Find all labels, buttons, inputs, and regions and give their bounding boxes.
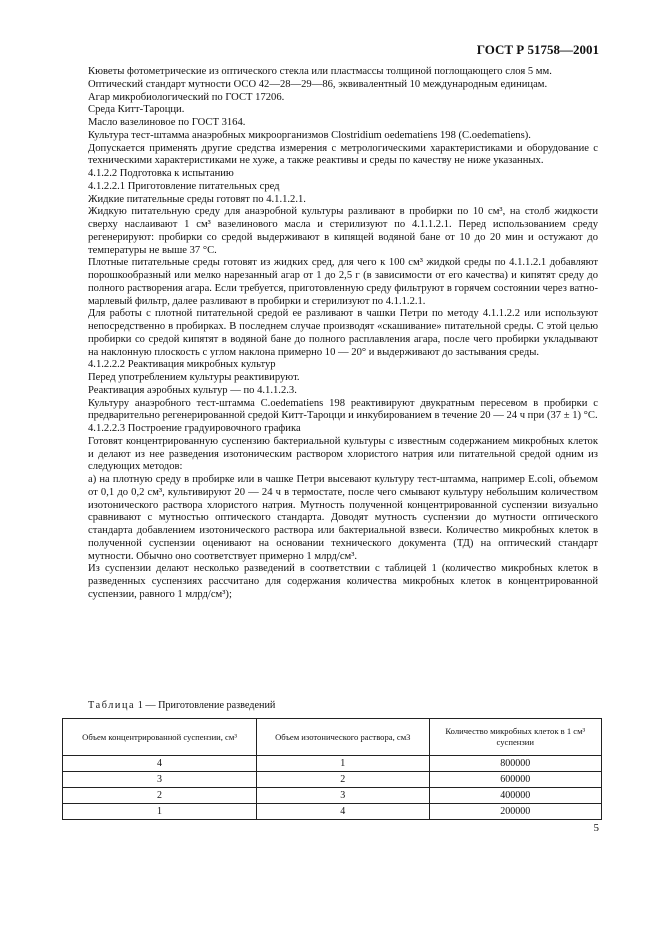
page-number: 5 <box>593 822 599 834</box>
document-code: ГОСТ Р 51758—2001 <box>476 42 599 57</box>
table-caption-label: Таблица <box>88 700 136 711</box>
paragraph: Допускается применять другие средства измерения с метрологическими характеристиками и оборудование с техническими характеристиками не хуже, а также реактивы и среды по качеству не ниже указанных. <box>88 142 598 167</box>
table-caption <box>88 700 275 711</box>
table-cell: 1 <box>63 804 257 820</box>
dilution-table <box>62 718 602 820</box>
section-heading: 4.1.2.2 Подготовка к испытанию <box>88 168 234 179</box>
document-body <box>88 66 598 602</box>
paragraph: Для работы с плотной питательной средой ее разливают в чашки Петри по методу 4.1.1.2.2 или используют непосредственно в пробирках. В последнем случае производят «скашивание» питательной среды. С этой целью пробирки со средой кипятят в водяной бане до полного расплавления агара, после чего пробирки укладывают на наклонную плоскость с углом наклона примерно 10 — 20° и выдерживают до застывания среды. <box>88 308 598 358</box>
table-cell: 600000 <box>429 772 602 788</box>
table-cell: 2 <box>63 788 257 804</box>
paragraph: Кюветы фотометрические из оптического стекла или пластмассы толщиной поглощающего слоя 5 мм. <box>88 66 552 77</box>
table-cell: 3 <box>63 772 257 788</box>
section-heading: 4.1.2.2.3 Построение градуировочного графика <box>88 423 301 434</box>
table-row <box>63 772 602 788</box>
paragraph: Перед употреблением культуры реактивируют. <box>88 372 300 383</box>
table-header-cell: Объем концентрированной суспензии, см³ <box>63 719 257 756</box>
paragraph: Жидкую питательную среду для анаэробной культуры разливают в пробирки по 10 см³, на столб жидкости сверху наслаивают 1 см³ вазелинового масла и стерилизуют по 4.1.1.2.1. Перед использованием среду регенерируют: пробирки со средой выдерживают в кипящей водяной бане от 10 до 20 мин и остужают до температуры не выше 37 °С. <box>88 206 598 256</box>
table-row <box>63 788 602 804</box>
paragraph: а) на плотную среду в пробирке или в чашке Петри высевают культуру тест-штамма, например E.coli, объемом от 0,1 до 0,2 см³, культивируют 20 — 24 ч в термостате, после чего смывают культуру небольшим количеством изотонического раствора хлористого натрия. Мутность полученной концентрированной суспензии визуально сравнивают с мутностью оптического стандарта. Доводят мутность суспензии до мутности оптического стандарта добавлением изотонического раствора или бактериальной взвеси. Количество микробных клеток в полученной суспензии оценивают на основании технического документа (ТД) на оптический стандарт мутности. Обычно оно соответствует примерно 1 млрд/см³. <box>88 474 598 562</box>
paragraph: Среда Китт-Тароцци. <box>88 104 185 116</box>
section-heading: 4.1.2.2.2 Реактивация микробных культур <box>88 359 276 371</box>
table-row <box>63 756 602 772</box>
table-cell: 1 <box>257 756 429 772</box>
paragraph: Культура тест-штамма анаэробных микроорганизмов Clostridium oedematiens 198 (C.oedematiens). <box>88 129 531 141</box>
table-header-row <box>63 719 602 756</box>
paragraph: Реактивация аэробных культур — по 4.1.1.2.3. <box>88 384 297 396</box>
table-header-cell: Количество микробных клеток в 1 см³ суспензии <box>429 719 602 756</box>
table-cell: 2 <box>257 772 429 788</box>
table-caption-text: 1 — Приготовление разведений <box>137 700 276 711</box>
table-cell: 800000 <box>429 756 602 772</box>
table-cell: 4 <box>257 804 429 820</box>
table-cell: 3 <box>257 788 429 804</box>
paragraph: Из суспензии делают несколько разведений в соответствии с таблицей 1 (количество микробных клеток в разведенных суспензиях рассчитано для содержания количества микробных клеток в концентрированной суспензии, равного 1 млрд/см³); <box>88 563 598 600</box>
paragraph: Культуру анаэробного тест-штамма C.oedematiens 198 реактивируют двукратным пересевом в пробирки с предварительно регенерированной средой Китт-Тароцци и инкубированием в течение 20 — 24 ч при (37 ± 1) °С. <box>88 397 598 422</box>
table-cell: 200000 <box>429 804 602 820</box>
paragraph: Агар микробиологический по ГОСТ 17206. <box>88 91 285 103</box>
table-header-cell: Объем изотонического раствора, см3 <box>257 719 429 756</box>
table-cell: 400000 <box>429 788 602 804</box>
paragraph: Жидкие питательные среды готовят по 4.1.1.2.1. <box>88 193 306 205</box>
table-row <box>63 804 602 820</box>
section-heading: 4.1.2.2.1 Приготовление питательных сред <box>88 180 280 192</box>
paragraph: Оптический стандарт мутности ОСО 42—28—29—86, эквивалентный 10 международным единицам. <box>88 78 548 90</box>
paragraph: Масло вазелиновое по ГОСТ 3164. <box>88 117 246 128</box>
paragraph: Плотные питательные среды готовят из жидких сред, для чего к 100 см³ жидкой среды по 4.1.1.2.1 добавляют порошкообразный или мелко нарезанный агар от 1 до 2,5 г (в зависимости от его качества) и кипятят среду до полного растворения агара. Если требуется, приготовленную среду фильтруют в горячем состоянии через ватно-марлевый фильтр, далее разливают в пробирки и стерилизуют по 4.1.1.2.1. <box>88 257 598 307</box>
paragraph: Готовят концентрированную суспензию бактериальной культуры с известным содержанием микробных клеток и делают из нее разведения изотоническим раствором хлористого натрия или питательной средой одним из следующих методов: <box>88 435 598 473</box>
table-cell: 4 <box>63 756 257 772</box>
